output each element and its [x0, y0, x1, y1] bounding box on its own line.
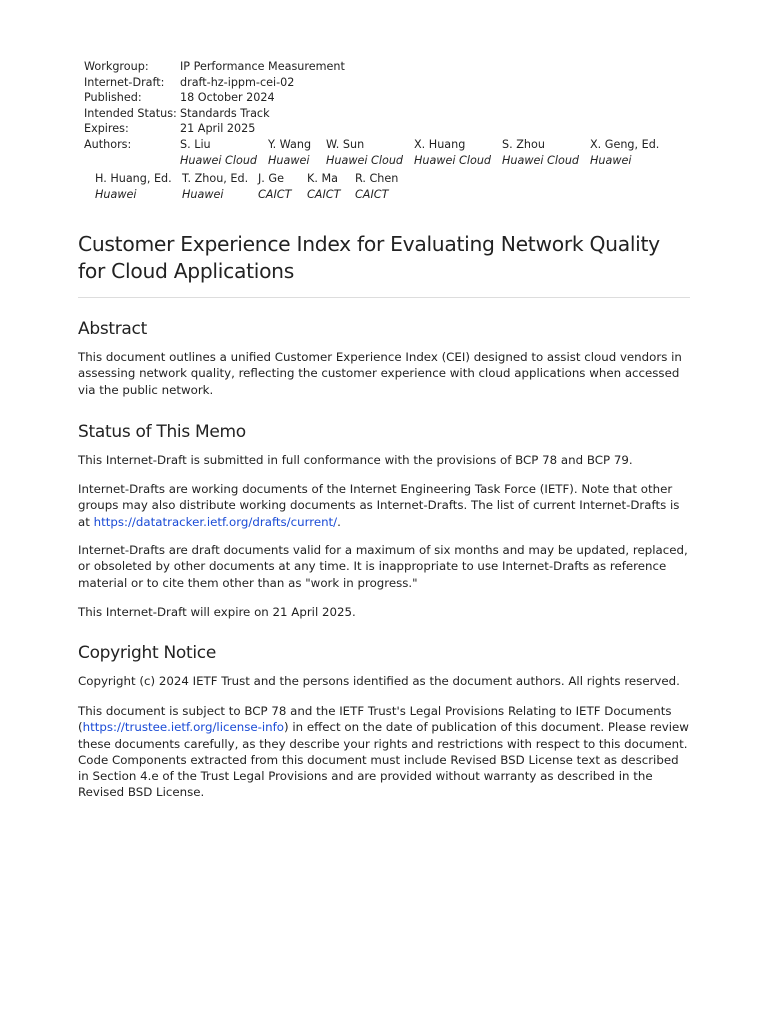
author-name: K. Ma: [307, 172, 338, 185]
abstract-text: This document outlines a unified Customer Experience Index (CEI) designed to assist cloud vendors in assessing network quality, reflecting the customer experience with cloud applications when accessed via the public network.: [78, 350, 682, 397]
license-info-link[interactable]: https://trustee.ietf.org/license-info: [82, 720, 284, 735]
meta-key: Internet-Draft:: [84, 75, 165, 89]
copyright-heading: Copyright Notice: [78, 643, 216, 663]
meta-key: Published:: [84, 91, 142, 105]
document-title: Customer Experience Index for Evaluating Network Quality for Cloud Applications: [78, 232, 660, 283]
meta-key: Authors:: [84, 137, 132, 151]
meta-row-internet-draft: [84, 75, 345, 91]
author-name: R. Chen: [355, 172, 399, 185]
author: [182, 171, 248, 202]
author-org: Huawei: [268, 153, 310, 167]
author-name: S. Zhou: [502, 138, 545, 151]
author-org: Huawei: [590, 153, 632, 167]
title-divider: [78, 297, 690, 298]
paragraph-text: ) in effect on the date of publication of this document. Please review these documents carefully, as they describe your rights and restrictions with respect to this document. Code Components extracted from this document must include Revised BSD License text as described in Section 4.e of the Trust Legal Provisions and are provided without warranty as described in the Revised BSD License.: [78, 720, 689, 800]
author: [355, 171, 398, 202]
author-org: Huawei Cloud: [180, 153, 258, 167]
meta-value: 18 October 2024: [180, 91, 275, 105]
author: [590, 137, 659, 168]
author: [414, 137, 491, 168]
author: [258, 171, 291, 202]
abstract-heading: Abstract: [78, 319, 147, 339]
meta-key: Intended Status:: [84, 106, 177, 120]
meta-row-intended-status: [84, 106, 345, 122]
author: [180, 137, 257, 168]
author-name: J. Ge: [258, 172, 284, 185]
author-org: CAICT: [355, 187, 389, 201]
author-org: Huawei Cloud: [326, 153, 404, 167]
status-paragraph-4: This Internet-Draft will expire on 21 April 2025.: [78, 605, 356, 619]
author-org: Huawei Cloud: [414, 153, 492, 167]
author-org: Huawei: [182, 187, 224, 201]
current-drafts-link[interactable]: https://datatracker.ietf.org/drafts/current/: [93, 514, 338, 529]
meta-row-published: [84, 90, 345, 106]
paragraph-text: This document is subject to BCP 78 and the IETF Trust's Legal Provisions Relating to IETF Documents (: [78, 704, 672, 735]
meta-row-expires: [84, 121, 345, 137]
author-name: W. Sun: [326, 138, 365, 151]
author: [307, 171, 340, 202]
status-heading: Status of This Memo: [78, 422, 246, 442]
author: [95, 171, 172, 202]
meta-value: Standards Track: [180, 106, 270, 120]
author-org: Huawei: [95, 187, 137, 201]
author-org: CAICT: [307, 187, 341, 201]
copyright-paragraph-2: [78, 703, 690, 801]
author: [326, 137, 403, 168]
paragraph-text: Internet-Drafts are working documents of the Internet Engineering Task Force (IETF). Note that other groups may also distribute working documents as Internet-Drafts. The list of current Internet-Drafts is at: [78, 482, 680, 529]
author-name: X. Huang: [414, 138, 466, 151]
paragraph-text: .: [337, 514, 341, 529]
meta-value: 21 April 2025: [180, 122, 256, 136]
meta-key: Expires:: [84, 122, 129, 136]
meta-row-workgroup: [84, 59, 345, 75]
copyright-paragraph-1: Copyright (c) 2024 IETF Trust and the persons identified as the document authors. All rights reserved.: [78, 674, 680, 688]
meta-value: draft-hz-ippm-cei-02: [180, 75, 295, 89]
status-paragraph-1: This Internet-Draft is submitted in full conformance with the provisions of BCP 78 and BCP 79.: [78, 453, 633, 467]
author-name: S. Liu: [180, 138, 211, 151]
author-name: T. Zhou, Ed.: [182, 172, 249, 185]
meta-value: IP Performance Measurement: [180, 60, 345, 73]
author-name: X. Geng, Ed.: [590, 138, 660, 151]
author: [268, 137, 311, 168]
meta-key: Workgroup:: [84, 60, 149, 73]
status-paragraph-3: Internet-Drafts are draft documents valid for a maximum of six months and may be updated, replaced, or obsoleted by other documents at any time. It is inappropriate to use Internet-Drafts as reference material or to cite them other than as "work in progress.": [78, 543, 688, 590]
author-name: H. Huang, Ed.: [95, 172, 172, 185]
author-name: Y. Wang: [268, 138, 312, 151]
author: [502, 137, 579, 168]
author-org: Huawei Cloud: [502, 153, 580, 167]
author-org: CAICT: [258, 187, 292, 201]
status-paragraph-2: [78, 481, 690, 530]
